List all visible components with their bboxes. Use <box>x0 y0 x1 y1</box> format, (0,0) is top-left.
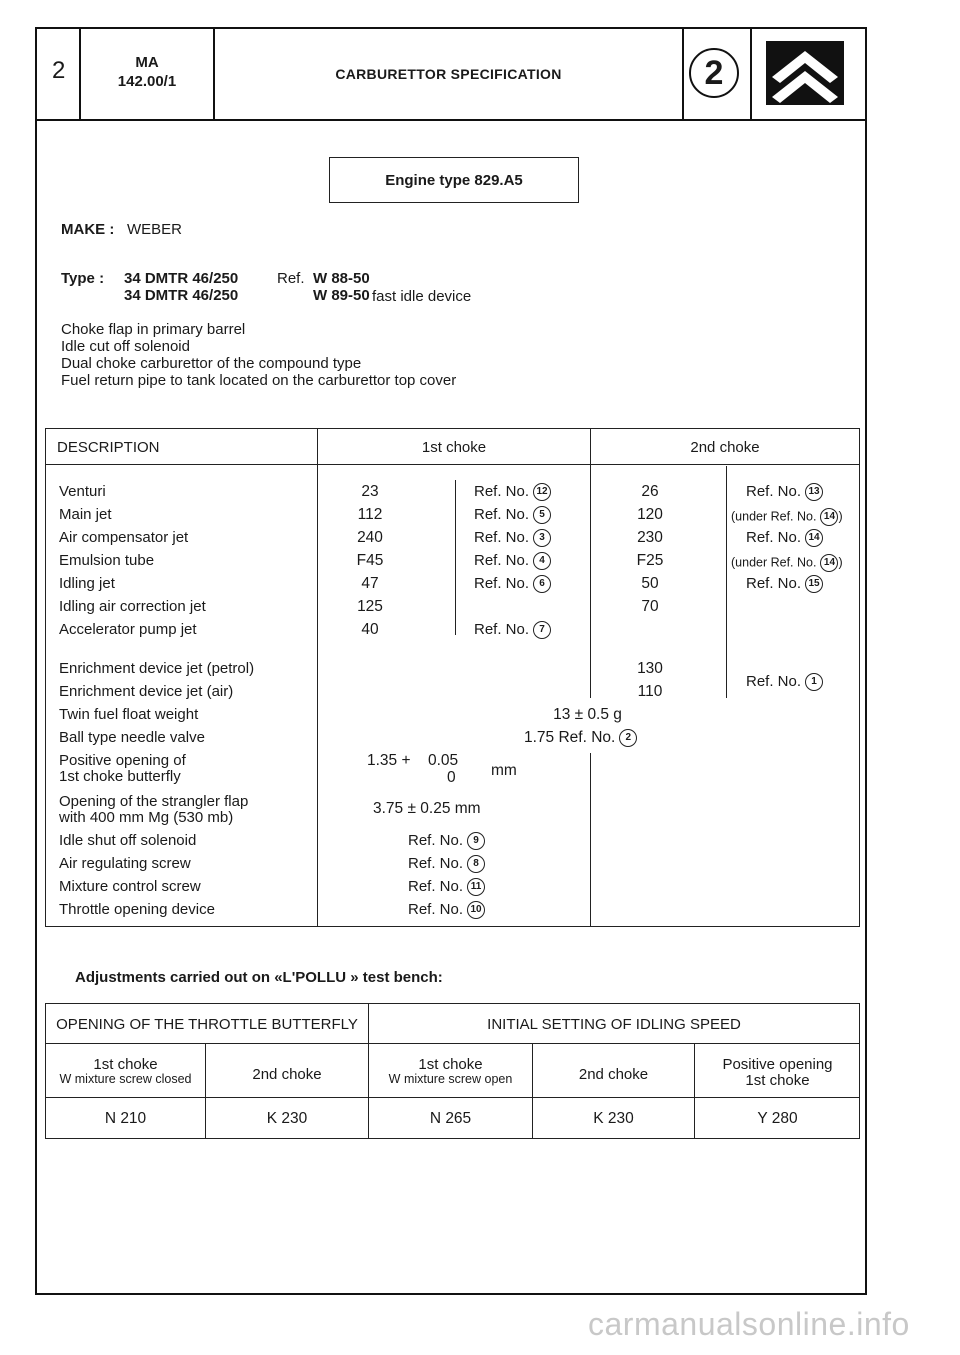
second-choke-ref <box>731 508 843 526</box>
adj-col-header: 1st choke <box>418 1056 483 1073</box>
ref-number-circle: 9 <box>467 832 485 850</box>
adj-col-header: 2nd choke <box>252 1066 322 1083</box>
type-note-2: fast idle device <box>372 288 472 305</box>
first-choke-value: 40 <box>361 621 379 638</box>
ref-label: Ref. No. <box>408 878 464 895</box>
positive-opening-value: 1.35 + <box>367 752 411 769</box>
row-description: Idling air correction jet <box>59 598 206 615</box>
ref-label: Ref. No. <box>474 506 530 523</box>
second-choke-value: 70 <box>641 598 659 615</box>
second-choke-value: 230 <box>637 529 663 546</box>
second-choke-ref <box>731 554 843 572</box>
table-rule <box>45 1097 860 1098</box>
first-choke-value: 23 <box>361 483 379 500</box>
second-choke-value: F25 <box>636 552 664 569</box>
ref-number-circle: 12 <box>533 483 551 501</box>
ref-label: Ref. No. <box>746 529 802 546</box>
column-rule <box>726 466 727 698</box>
ref-label: Ref. No. <box>474 529 530 546</box>
section-badge <box>689 48 739 98</box>
needle-valve-ref <box>524 729 637 747</box>
ref-number-circle: 15 <box>805 575 823 593</box>
ref-number-circle: 3 <box>533 529 551 547</box>
col-header-description: DESCRIPTION <box>57 439 160 456</box>
row-description: Venturi <box>59 483 106 500</box>
row-description: Mixture control screw <box>59 878 201 895</box>
column-rule <box>590 428 591 698</box>
header-divider <box>79 27 81 121</box>
type-ref-1: W 88-50 <box>313 270 370 287</box>
float-weight-value: 13 ± 0.5 g <box>553 706 622 723</box>
first-choke-value: 112 <box>357 506 383 523</box>
row-description: Twin fuel float weight <box>59 706 199 723</box>
ref-close-paren: ) <box>838 555 843 570</box>
ref-number-circle: 7 <box>533 621 551 639</box>
adj-value: N 265 <box>429 1110 472 1127</box>
row-description: Enrichment device jet (petrol) <box>59 660 255 677</box>
row-description: Accelerator pump jet <box>59 621 197 638</box>
adj-col-header: 1st choke <box>93 1056 158 1073</box>
adj-col-header: 2nd choke <box>578 1066 649 1083</box>
component-ref <box>408 878 485 896</box>
needle-valve-value: 1.75 Ref. No. <box>524 729 616 747</box>
adj-value: N 210 <box>104 1110 147 1127</box>
note-line: Idle cut off solenoid <box>61 338 190 355</box>
note-line: Choke flap in primary barrel <box>61 321 246 338</box>
first-choke-ref <box>474 575 551 593</box>
second-choke-ref <box>746 529 823 547</box>
positive-opening-tolerance-lower: 0 <box>447 769 456 786</box>
header-divider <box>682 27 684 121</box>
first-choke-ref <box>474 506 551 524</box>
ref-number-circle: 6 <box>533 575 551 593</box>
page-title: CARBURETTOR SPECIFICATION <box>335 66 562 82</box>
ref-label: Ref. No. <box>474 552 530 569</box>
row-description: Air compensator jet <box>59 529 189 546</box>
header-divider <box>750 27 752 121</box>
ref-number-circle: 14 <box>805 529 823 547</box>
type-ref-2: W 89-50 <box>313 287 370 304</box>
ref-label: Ref. No. <box>746 483 802 500</box>
row-description: Main jet <box>59 506 112 523</box>
row-description: Ball type needle valve <box>59 729 205 746</box>
page-number: 2 <box>52 57 66 84</box>
type-label: Type : <box>61 270 105 287</box>
type-model-2: 34 DMTR 46/250 <box>124 287 239 304</box>
doc-ref-line1: MA <box>135 54 159 71</box>
row-description: Idle shut off solenoid <box>59 832 197 849</box>
type-model-1: 34 DMTR 46/250 <box>124 270 239 287</box>
strangler-value: 3.75 ± 0.25 mm <box>373 800 481 817</box>
type-ref-label: Ref. <box>277 270 305 287</box>
adj-col-subheader: 1st choke <box>745 1072 810 1089</box>
ref-label: (under Ref. No. <box>731 509 817 524</box>
column-rule <box>455 480 456 635</box>
ref-label: Ref. No. <box>474 483 530 500</box>
engine-type: Engine type 829.A5 <box>385 171 523 189</box>
adj-col-header: Positive opening <box>722 1056 833 1073</box>
positive-opening-tolerance-upper: 0.05 <box>428 752 459 769</box>
first-choke-value: 125 <box>357 598 383 615</box>
adj-col-subheader: W mixture screw closed <box>59 1072 192 1086</box>
second-choke-value: 26 <box>641 483 659 500</box>
ref-label: Ref. No. <box>474 575 530 592</box>
ref-label: Ref. No. <box>746 673 802 690</box>
second-choke-ref <box>746 575 823 593</box>
ref-label: Ref. No. <box>474 621 530 638</box>
ref-number-circle: 14 <box>820 508 838 526</box>
first-choke-value: 47 <box>361 575 379 592</box>
row-description: Emulsion tube <box>59 552 155 569</box>
adj-value: K 230 <box>593 1110 634 1127</box>
adjustments-title: Adjustments carried out on «L'POLLU » test bench: <box>75 969 443 986</box>
first-choke-ref <box>474 621 551 639</box>
ref-number-circle: 4 <box>533 552 551 570</box>
ref-label: Ref. No. <box>408 832 464 849</box>
section-badge-number: 2 <box>704 53 724 92</box>
row-description: Enrichment device jet (air) <box>59 683 234 700</box>
component-ref <box>408 855 485 873</box>
spec-header-rule <box>45 464 860 465</box>
enrichment-ref <box>746 673 823 691</box>
note-line: Dual choke carburettor of the compound type <box>61 355 362 372</box>
adj-col-subheader: W mixture screw open <box>388 1072 513 1086</box>
adj-value: Y 280 <box>757 1110 798 1127</box>
row-description: Throttle opening device <box>59 901 215 918</box>
component-ref <box>408 901 485 919</box>
row-description: 1st choke butterfly <box>59 768 181 785</box>
note-line: Fuel return pipe to tank located on the carburettor top cover <box>61 372 457 389</box>
first-choke-ref <box>474 552 551 570</box>
ref-number-circle: 14 <box>820 554 838 572</box>
ref-close-paren: ) <box>838 509 843 524</box>
positive-opening-unit: mm <box>491 762 517 779</box>
row-description: Idling jet <box>59 575 115 592</box>
ref-label: Ref. No. <box>408 901 464 918</box>
ref-label: Ref. No. <box>746 575 802 592</box>
table-rule <box>45 1043 860 1044</box>
row-description: with 400 mm Mg (530 mb) <box>59 809 234 826</box>
watermark: carmanualsonline.info <box>588 1306 910 1342</box>
ref-number-circle: 13 <box>805 483 823 501</box>
ref-number-circle: 8 <box>467 855 485 873</box>
doc-ref-line2: 142.00/1 <box>117 73 177 90</box>
ref-label: (under Ref. No. <box>731 555 817 570</box>
ref-number-circle: 1 <box>805 673 823 691</box>
second-choke-value: 110 <box>637 683 663 700</box>
adj-value: K 230 <box>266 1110 308 1127</box>
column-rule <box>317 428 318 927</box>
column-rule <box>590 753 591 927</box>
col-header-1st-choke: 1st choke <box>421 439 487 456</box>
row-description: Opening of the strangler flap <box>59 793 249 810</box>
first-choke-ref <box>474 529 551 547</box>
row-description: Air regulating screw <box>59 855 191 872</box>
ref-number-circle: 2 <box>619 729 637 747</box>
engine-type-box <box>329 157 579 203</box>
first-choke-ref <box>474 483 551 501</box>
make-label: MAKE : <box>61 221 115 238</box>
citroen-double-chevron-icon <box>766 41 844 105</box>
ref-label: Ref. No. <box>408 855 464 872</box>
make-value: WEBER <box>127 221 183 238</box>
component-ref <box>408 832 485 850</box>
row-description: Positive opening of <box>59 752 186 769</box>
second-choke-value: 50 <box>641 575 659 592</box>
second-choke-ref <box>746 483 823 501</box>
ref-number-circle: 5 <box>533 506 551 524</box>
ref-number-circle: 10 <box>467 901 485 919</box>
spec-table <box>45 428 860 927</box>
group-header-throttle: OPENING OF THE THROTTLE BUTTERFLY <box>56 1016 358 1033</box>
ref-number-circle: 11 <box>467 878 485 896</box>
second-choke-value: 130 <box>637 660 663 677</box>
group-header-idling: INITIAL SETTING OF IDLING SPEED <box>487 1016 741 1033</box>
second-choke-value: 120 <box>637 506 663 523</box>
first-choke-value: 240 <box>357 529 383 546</box>
col-header-2nd-choke: 2nd choke <box>690 439 760 456</box>
first-choke-value: F45 <box>356 552 384 569</box>
